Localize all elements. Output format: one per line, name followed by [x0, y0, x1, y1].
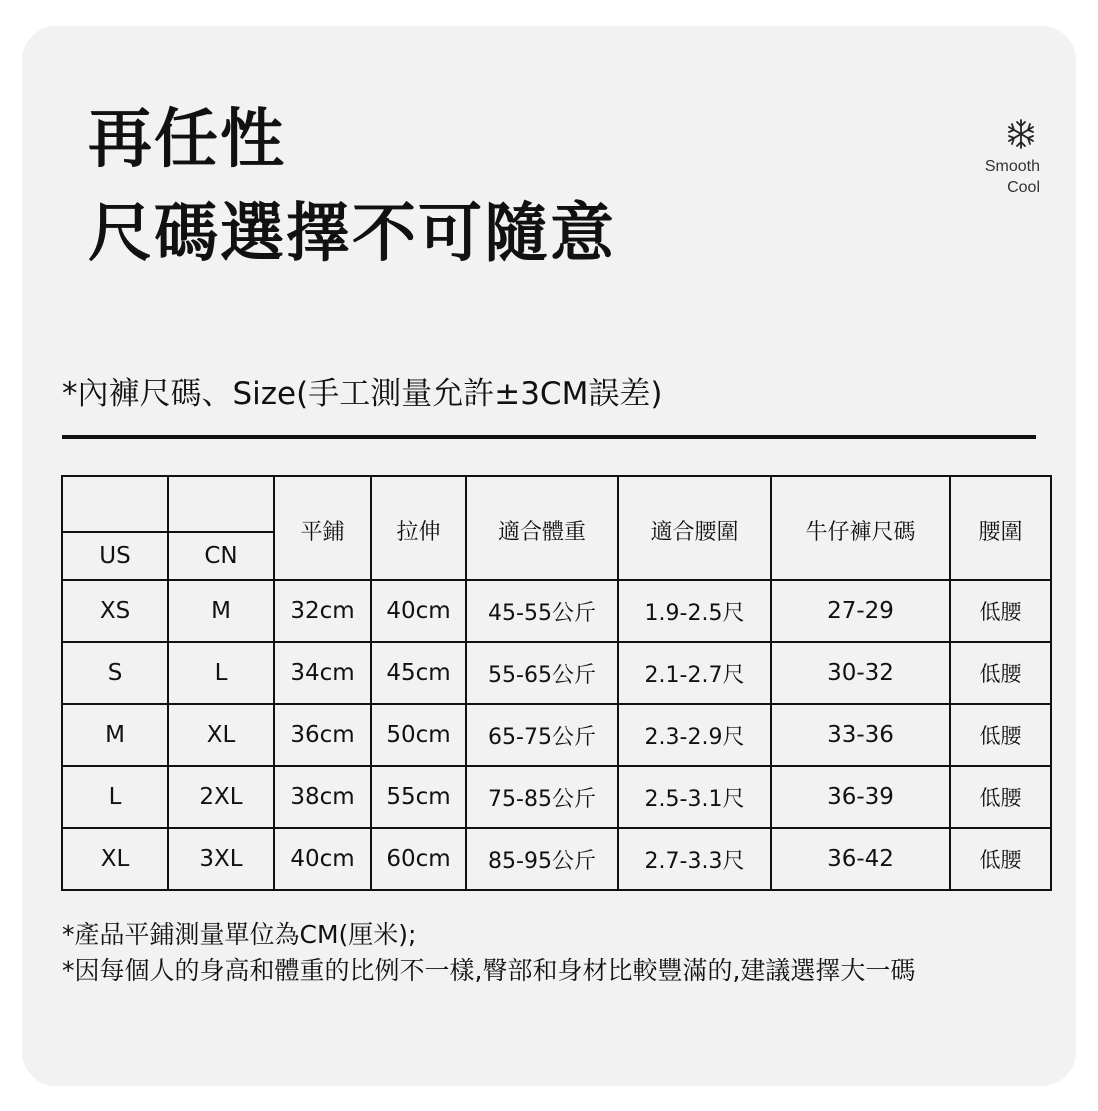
cell-weight: 45-55公斤: [466, 580, 618, 642]
cell-waist: 2.7-3.3尺: [618, 828, 771, 890]
cell-us: XS: [62, 580, 168, 642]
cell-waist: 2.5-3.1尺: [618, 766, 771, 828]
cell-weight: 75-85公斤: [466, 766, 618, 828]
cell-weight: 55-65公斤: [466, 642, 618, 704]
title-line-2: 尺碼選擇不可隨意: [88, 197, 616, 271]
cell-stretch: 60cm: [371, 828, 466, 890]
cell-rise: 低腰: [950, 642, 1051, 704]
cell-rise: 低腰: [950, 704, 1051, 766]
cell-waist: 2.3-2.9尺: [618, 704, 771, 766]
cell-stretch: 50cm: [371, 704, 466, 766]
cell-cn: XL: [168, 704, 274, 766]
table-row: [62, 766, 1051, 828]
cell-jeans: 36-39: [771, 766, 950, 828]
note-unit: *產品平鋪測量單位為CM(厘米);: [62, 920, 417, 949]
cell-jeans: 30-32: [771, 642, 950, 704]
cell-cn: 2XL: [168, 766, 274, 828]
cell-jeans: 36-42: [771, 828, 950, 890]
cell-weight: 65-75公斤: [466, 704, 618, 766]
cell-us: XL: [62, 828, 168, 890]
header-stretch: 拉伸: [371, 476, 466, 580]
cell-rise: 低腰: [950, 766, 1051, 828]
badge-line-2: Cool: [1007, 179, 1040, 196]
header-flat: 平鋪: [274, 476, 371, 580]
header-cn: CN: [168, 476, 274, 580]
header-weight: 適合體重: [466, 476, 618, 580]
cell-stretch: 40cm: [371, 580, 466, 642]
cell-rise: 低腰: [950, 828, 1051, 890]
header-waist: 適合腰圍: [618, 476, 771, 580]
cell-flat: 38cm: [274, 766, 371, 828]
cell-flat: 40cm: [274, 828, 371, 890]
badge-line-1: Smooth: [984, 158, 1040, 175]
table-row: [62, 642, 1051, 704]
cell-cn: M: [168, 580, 274, 642]
note-size-advice: *因每個人的身高和體重的比例不一樣,臀部和身材比較豐滿的,建議選擇大一碼: [62, 956, 916, 985]
header-jeans: 牛仔褲尺碼: [771, 476, 950, 580]
size-table: [61, 475, 1052, 891]
cell-rise: 低腰: [950, 580, 1051, 642]
cell-us: M: [62, 704, 168, 766]
header-us: US: [62, 476, 168, 580]
table-row: [62, 828, 1051, 890]
cell-waist: 1.9-2.5尺: [618, 580, 771, 642]
cell-stretch: 45cm: [371, 642, 466, 704]
cell-cn: 3XL: [168, 828, 274, 890]
cell-flat: 36cm: [274, 704, 371, 766]
cell-flat: 32cm: [274, 580, 371, 642]
snowflake-icon: [1006, 118, 1036, 150]
size-subheading: *內褲尺碼、Size(手工測量允許±3CM誤差): [62, 376, 663, 412]
cell-cn: L: [168, 642, 274, 704]
table-header-row: [62, 476, 1051, 580]
cell-flat: 34cm: [274, 642, 371, 704]
cell-us: L: [62, 766, 168, 828]
smooth-cool-badge: [950, 118, 1040, 198]
cell-waist: 2.1-2.7尺: [618, 642, 771, 704]
cell-weight: 85-95公斤: [466, 828, 618, 890]
table-row: [62, 580, 1051, 642]
header-rise: 腰圍: [950, 476, 1051, 580]
cell-jeans: 33-36: [771, 704, 950, 766]
cell-stretch: 55cm: [371, 766, 466, 828]
divider: [62, 435, 1036, 439]
table-row: [62, 704, 1051, 766]
title-line-1: 再任性: [88, 103, 286, 177]
cell-jeans: 27-29: [771, 580, 950, 642]
cell-us: S: [62, 642, 168, 704]
